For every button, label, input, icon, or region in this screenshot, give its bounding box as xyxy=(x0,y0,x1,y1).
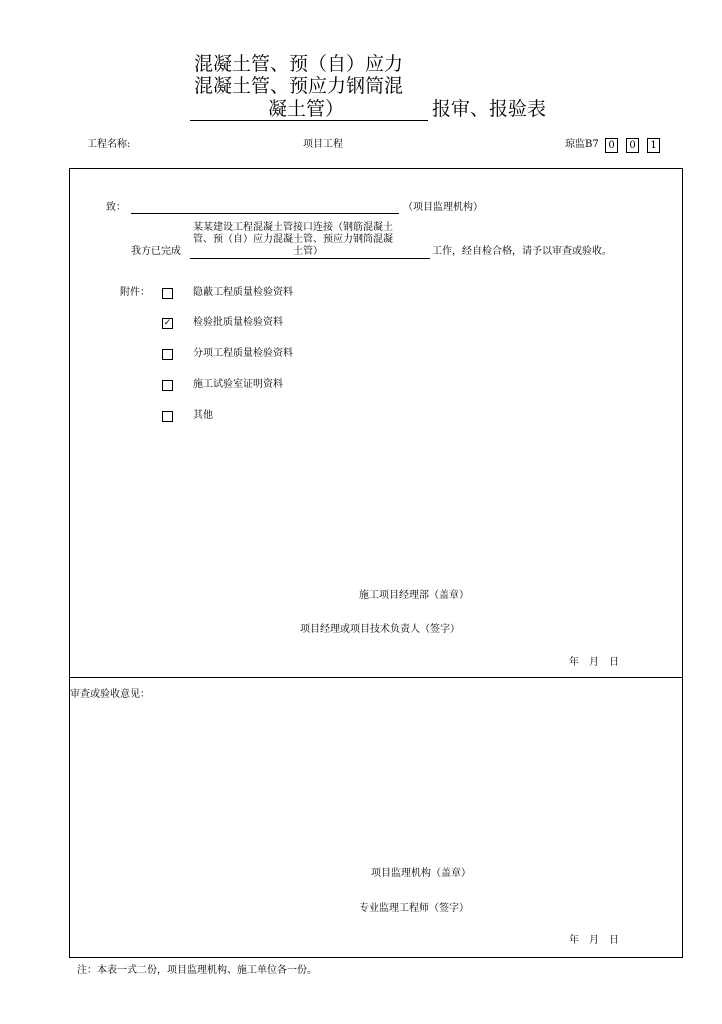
supervisor-date: 年 月 日 xyxy=(569,935,619,946)
attachment-label: 其他 xyxy=(193,410,213,421)
review-opinion-label: 审查或验收意见： xyxy=(70,689,150,700)
attachment-checkbox[interactable] xyxy=(162,380,173,391)
title-underline xyxy=(190,120,428,121)
project-name-label: 工程名称: xyxy=(87,139,131,150)
work-description-line: 某某建设工程混凝土管接口连接（钢筋混凝土 xyxy=(193,222,393,233)
footnote: 注：本表一式二份，项目监理机构、施工单位各一份。 xyxy=(77,965,317,976)
completed-label: 我方已完成 xyxy=(131,246,181,257)
title-line-3: 凝土管） xyxy=(268,98,345,120)
work-description-line: 土管） xyxy=(293,246,323,257)
form-code-digit: 1 xyxy=(647,138,660,153)
contractor-signer-label: 项目经理或项目技术负责人（签字） xyxy=(300,624,460,635)
work-underline xyxy=(190,258,430,259)
supervisor-signer-label: 专业监理工程师（签字） xyxy=(359,903,469,914)
supervisor-seal-label: 项目监理机构（盖章） xyxy=(371,868,471,879)
attachment-label: 施工试验室证明资料 xyxy=(193,379,283,390)
title-line-1: 混凝土管、预（自）应力 xyxy=(194,53,404,75)
form-code-label: 琼监B7 xyxy=(565,139,599,150)
form-code-digit: 0 xyxy=(605,138,618,153)
attachment-checkbox[interactable] xyxy=(162,318,173,329)
contractor-seal-label: 施工项目经理部（盖章） xyxy=(359,590,469,601)
title-suffix: 报审、报验表 xyxy=(432,98,547,120)
attachment-label: 分项工程质量检验资料 xyxy=(193,348,293,359)
check-mark-icon: ✓ xyxy=(163,318,172,328)
contractor-date: 年 月 日 xyxy=(569,657,619,668)
attachment-checkbox[interactable] xyxy=(162,411,173,422)
attachment-checkbox[interactable] xyxy=(162,349,173,360)
completed-suffix: 工作，经自检合格，请予以审查或验收。 xyxy=(432,246,612,257)
attachments-label: 附件： xyxy=(120,287,150,298)
work-description-line: 管、预（自）应力混凝土管、预应力钢筒混凝 xyxy=(193,234,393,245)
to-suffix: （项目监理机构） xyxy=(403,202,483,213)
attachment-label: 隐蔽工程质量检验资料 xyxy=(193,287,293,298)
title-line-2: 混凝土管、预应力钢筒混 xyxy=(194,75,404,97)
project-name-value: 项目工程 xyxy=(303,139,343,150)
to-label: 致： xyxy=(106,202,126,213)
to-underline xyxy=(131,213,399,214)
form-code-digit: 0 xyxy=(626,138,639,153)
review-section xyxy=(69,677,683,958)
attachment-label: 检验批质量检验资料 xyxy=(193,317,283,328)
attachment-checkbox[interactable] xyxy=(162,288,173,299)
